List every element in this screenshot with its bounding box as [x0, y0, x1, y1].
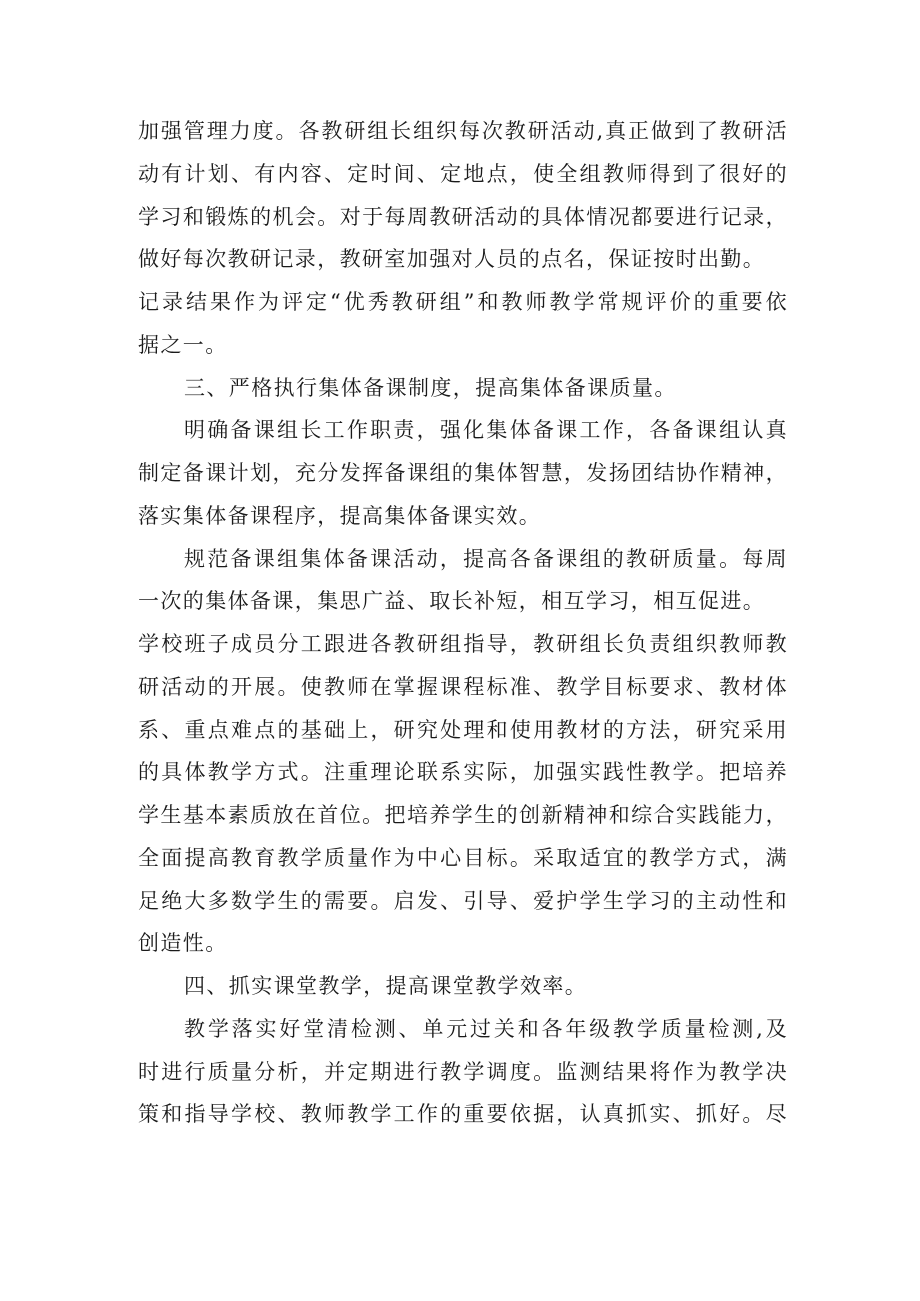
- text-line: 策和指导学校、教师教学工作的重要依据，认真抓实、抓好。尽: [138, 1102, 788, 1127]
- text-line: 做好每次教研记录，教研室加强对人员的点名，保证按时出勤。: [138, 247, 766, 272]
- text-line: 的具体教学方式。注重理论联系实际，加强实践性教学。把培养: [138, 760, 788, 785]
- text-line: 一次的集体备课，集思广益、取长补短，相互学习，相互促进。: [138, 589, 766, 614]
- text-line: 学校班子成员分工跟进各教研组指导，教研组长负责组织教师教: [138, 632, 788, 656]
- text-line: 学习和锻炼的机会。对于每周教研活动的具体情况都要进行记录，: [138, 204, 788, 229]
- text-line: 据之一。: [138, 332, 228, 357]
- text-line: 明确备课组长工作职责，强化集体备课工作，各备课组认真: [184, 418, 788, 443]
- text-line: 制定备课计划，充分发挥备课组的集体智慧，发扬团结协作精神，: [138, 461, 788, 485]
- text-line: 三、严格执行集体备课制度，提高集体备课质量。: [184, 375, 677, 400]
- text-line: 教学落实好堂清检测、单元过关和各年级教学质量检测,及: [184, 1016, 788, 1041]
- text-line: 四、抓实课堂教学，提高课堂教学效率。: [184, 974, 588, 998]
- text-line: 时进行质量分析，并定期进行教学调度。监测结果将作为教学决: [138, 1059, 788, 1084]
- text-line: 系、重点难点的基础上，研究处理和使用教材的方法，研究采用: [138, 717, 788, 742]
- text-line: 创造性。: [138, 931, 228, 956]
- text-line: 规范备课组集体备课活动，提高各备课组的教研质量。每周: [184, 546, 788, 571]
- text-line: 记录结果作为评定“优秀教研组”和教师教学常规评价的重要依: [138, 290, 788, 314]
- text-line: 学生基本素质放在首位。把培养学生的创新精神和综合实践能力，: [138, 803, 788, 827]
- text-line: 动有计划、有内容、定时间、定地点，使全组教师得到了很好的: [138, 161, 788, 186]
- body-text: [138, 110, 788, 1136]
- text-line: 研活动的开展。使教师在掌握课程标准、教学目标要求、教材体: [138, 674, 788, 699]
- text-line: 足绝大多数学生的需要。启发、引导、爱护学生学习的主动性和: [138, 888, 788, 913]
- text-line: 落实集体备课程序，提高集体备课实效。: [138, 503, 542, 528]
- text-line: 加强管理力度。各教研组长组织每次教研活动,真正做到了教研活: [138, 119, 788, 143]
- text-line: 全面提高教育教学质量作为中心目标。采取适宜的教学方式，满: [138, 845, 788, 870]
